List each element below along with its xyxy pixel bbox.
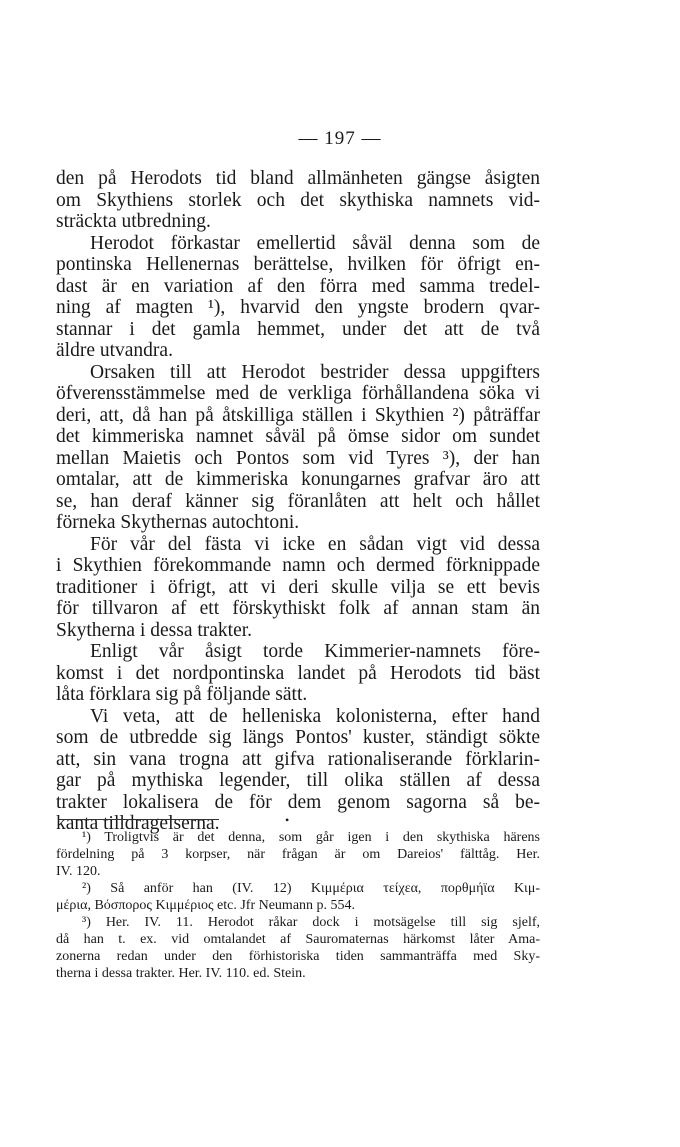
text-line: omtalar, att de kimmeriska konungarnes grafvar äro att xyxy=(56,469,540,490)
text-line: Herodot förkastar emellertid såväl denna som de xyxy=(90,232,540,254)
text-line: Skytherna i dessa trakter. xyxy=(56,619,253,641)
text-line: om Skythiens storlek och det skythiska namnets vid- xyxy=(56,189,540,211)
text-line: som de utbredde sig längs Pontos' kuster, ständigt sökte xyxy=(56,727,540,748)
footnote-line: IV. 120. xyxy=(56,864,101,879)
body-text xyxy=(56,168,540,835)
text-line: i Skythien förekommande namn och dermed förknippade xyxy=(56,555,540,576)
text-line: att, sin vana trogna att gifva rationaliserande förklarin- xyxy=(56,748,540,770)
footnote-line: μέρια, Βόσπορος Κιμμέριος etc. Jfr Neumann p. 554. xyxy=(56,898,356,913)
text-line: Enligt vår åsigt torde Kimmerier-namnets före- xyxy=(90,641,540,662)
text-line: stannar i det gamla hemmet, under det att de två xyxy=(56,318,540,340)
text-line: mellan Maietis och Pontos som vid Tyres ³), der han xyxy=(56,447,540,469)
text-line: den på Herodots tid bland allmänheten gängse åsigten xyxy=(56,168,540,189)
text-line: pontinska Hellenernas berättelse, hvilken för öfrigt en- xyxy=(56,254,540,275)
text-line: låta förklara sig på följande sätt. xyxy=(56,684,308,705)
text-line: för tillvaron af ett förskythiskt folk af annan stam än xyxy=(56,598,540,619)
text-line: Vi veta, att de helleniska kolonisterna, efter hand xyxy=(90,705,540,727)
footnotes xyxy=(56,829,540,982)
text-line: äldre utvandra. xyxy=(56,340,173,361)
text-line: komst i det nordpontinska landet på Herodots tid bäst xyxy=(56,662,540,684)
footnote-line: då han t. ex. vid omtalandet af Sauromaternas härkomst låter Ama- xyxy=(56,932,540,947)
text-line: deri, att, då han på åtskilliga ställen i Skythien ²) påträffar xyxy=(56,404,540,426)
text-line: trakter lokalisera de för dem genom sagorna så be- xyxy=(56,791,540,813)
footnote-divider xyxy=(59,819,219,820)
text-line: traditioner i öfrigt, att vi deri skulle vilja se ett bevis xyxy=(56,576,540,598)
footnote-line: ³) Her. IV. 11. Herodot råkar dock i motsägelse till sig sjelf, xyxy=(82,915,540,930)
text-line: dast är en variation af den förra med samma tredel- xyxy=(56,275,540,297)
text-line: sträckta utbredning. xyxy=(56,211,211,232)
text-line: gar på mythiska legender, till olika ställen af dessa xyxy=(56,770,540,791)
footnote-divider-dot: • xyxy=(285,813,290,827)
text-line: det kimmeriska namnet såväl på ömse sidor om sundet xyxy=(56,426,540,447)
text-line: Orsaken till att Herodot bestrider dessa uppgifters xyxy=(90,361,540,383)
footnote-line: fördelning på 3 korpser, när frågan är om Dareios' fälttåg. Her. xyxy=(56,847,540,862)
footnote-line: ²) Så anför han (IV. 12) Κιμμέρια τείχεα, πορθμήϊα Κιμ- xyxy=(82,881,540,896)
footnote-line: ¹) Troligtvis är det denna, som går igen i den skythiska härens xyxy=(82,830,540,845)
footnote-line: therna i dessa trakter. Her. IV. 110. ed. Stein. xyxy=(56,966,306,981)
text-line: kanta tilldragelserna. xyxy=(56,813,220,834)
page-number: — 197 — xyxy=(298,128,382,149)
text-line: öfverensstämmelse med de verkliga förhållandena söka vi xyxy=(56,383,540,404)
text-line: se, han deraf känner sig föranlåten att helt och hållet xyxy=(56,490,540,512)
text-line: förneka Skythernas autochtoni. xyxy=(56,512,300,533)
footnote-line: zonerna redan under den förhistoriska tiden sammanträffa med Sky- xyxy=(56,949,540,964)
text-line: ning af magten ¹), hvarvid den yngste brodern qvar- xyxy=(56,297,540,318)
text-line: För vår del fästa vi icke en sådan vigt vid dessa xyxy=(90,533,540,555)
